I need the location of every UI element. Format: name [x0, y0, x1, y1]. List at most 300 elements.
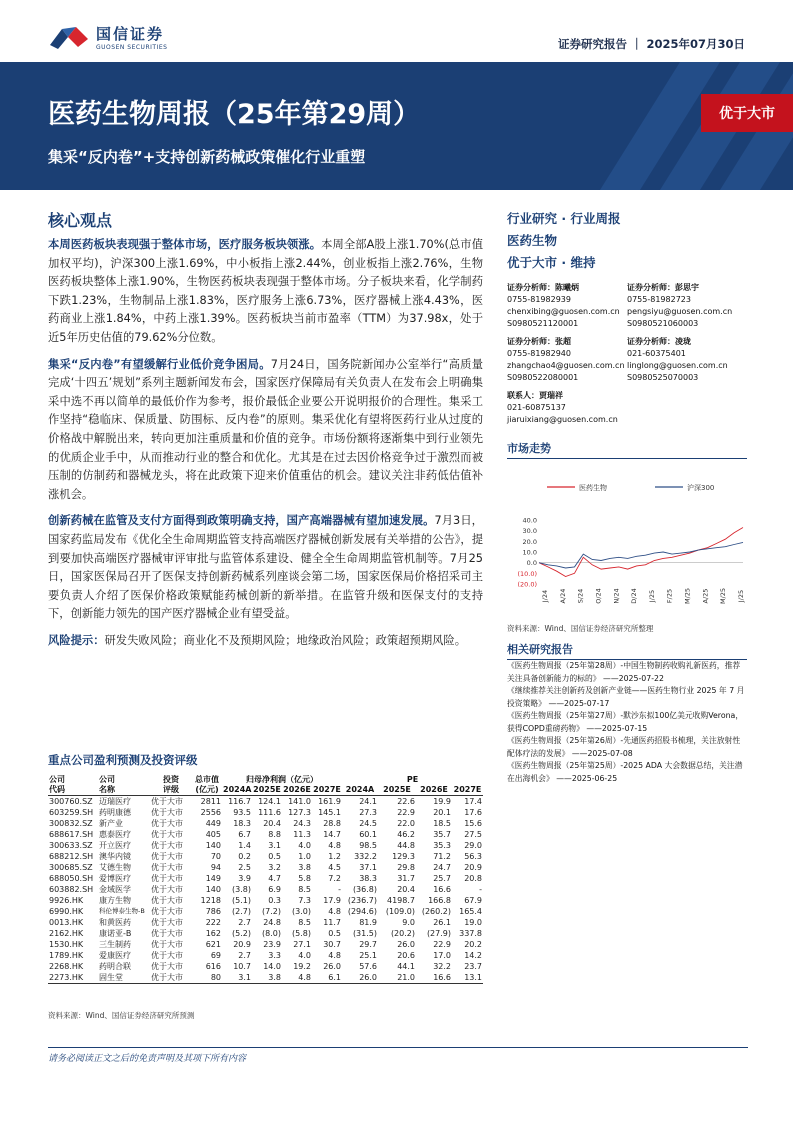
- table-cell: (5.8): [292, 929, 311, 938]
- table-cell: (36.8): [352, 885, 377, 894]
- table-row: [48, 873, 483, 884]
- table-cell: 57.6: [359, 962, 377, 971]
- table-cell: 80: [192, 972, 222, 984]
- x-tick-label: J/25: [737, 589, 745, 603]
- table-row: [48, 851, 483, 862]
- earnings-table: [48, 775, 483, 984]
- table-row: [48, 917, 483, 928]
- table-cell: 4.8: [328, 841, 341, 850]
- sector-label: 医药生物: [507, 233, 558, 248]
- table-cell: 1.0: [298, 852, 311, 861]
- table-cell: 优于大市: [151, 808, 183, 817]
- table-cell: (3.8): [232, 885, 251, 894]
- earnings-table-wrap: [48, 775, 483, 984]
- table-cell: 140: [205, 885, 221, 894]
- analyst-label: 证券分析师：: [627, 283, 675, 292]
- table-cell: 7.2: [328, 874, 341, 883]
- related-list: [507, 660, 747, 785]
- table-cell: 和黄医药: [99, 918, 131, 927]
- table-cell: 26.1: [433, 918, 451, 927]
- analyst-label: 证券分析师：: [507, 337, 555, 346]
- x-tick-label: M/25: [719, 587, 728, 605]
- y-tick-label: 40.0: [522, 516, 537, 525]
- table-cell: (294.6): [347, 907, 377, 916]
- table-cell: 1530.HK: [49, 940, 84, 949]
- table-cell: 20.9: [233, 940, 251, 949]
- header-cell: 评级: [150, 785, 192, 796]
- table-cell: 300633.SZ: [49, 841, 93, 850]
- header-cell: 总市值: [195, 775, 219, 784]
- header-cell: 2026E: [283, 785, 311, 794]
- table-cell: 22.6: [397, 797, 415, 806]
- table-cell: 35.3: [433, 841, 451, 850]
- y-tick-label: 30.0: [522, 527, 537, 536]
- table-cell: 6.9: [268, 885, 281, 894]
- risk-label: 风险提示：: [48, 633, 105, 647]
- table-cell: 10.7: [233, 962, 251, 971]
- table-cell: 26.0: [342, 972, 378, 984]
- series-line: [539, 542, 743, 568]
- table-cell: 29.8: [397, 863, 415, 872]
- table-cell: 94: [210, 863, 221, 872]
- table-cell: 优于大市: [151, 896, 183, 905]
- table-cell: (260.2): [421, 907, 451, 916]
- table-cell: 开立医疗: [99, 841, 131, 850]
- related-item[interactable]: 《医药生物周报（25年第28周）-中国生物制药收购礼新医药，推荐关注具备创新能力的标的》 ——2025-07-22: [507, 661, 741, 683]
- table-cell: 优于大市: [150, 972, 192, 984]
- table-cell: 4198.7: [387, 896, 415, 905]
- x-tick-label: O/24: [594, 588, 603, 604]
- table-cell: 2556: [200, 808, 221, 817]
- table-cell: 爱康医疗: [99, 951, 131, 960]
- table-cell: 1.4: [238, 841, 251, 850]
- table-source: 资料来源：Wind、国信证券经济研究所预测: [48, 1011, 195, 1020]
- table-cell: 20.9: [464, 863, 483, 872]
- analyst-phone: 0755-81982939: [507, 295, 571, 304]
- table-cell: 165.4: [459, 907, 483, 916]
- table-cell: 1218: [200, 896, 221, 905]
- table-cell: 17.4: [464, 797, 483, 806]
- paragraph-text: 7月3日，国家药监局发布《优化全生命周期监管支持高端医疗器械创新发展有关举措的公告》，提到要加快高端医疗器械审评审批与监管体系建设、健全全生命周期监管机制等。7月25日，国家医保局召开了医保支持创新药械系列座谈会第二场，国家医保局价格招采司主要负责人介绍了医保价格政策赋能药械创新的新举措。在监管升级和医保支付的支持下，创新能力领先的国产医疗器械企业有望受益。: [48, 514, 483, 621]
- header-cell: 投资: [163, 775, 179, 784]
- table-cell: 19.9: [433, 797, 451, 806]
- table-cell: 20.4: [397, 885, 415, 894]
- table-cell: 161.9: [318, 797, 341, 806]
- table-cell: 4.0: [298, 841, 311, 850]
- table-cell: 449: [205, 819, 221, 828]
- table-cell: 优于大市: [151, 874, 183, 883]
- table-cell: 迈瑞医疗: [99, 797, 131, 806]
- table-cell: 2162.HK: [49, 929, 84, 938]
- report-type-date: 证券研究报告 ｜ 2025年07月30日: [557, 37, 745, 51]
- table-cell: 24.8: [263, 918, 281, 927]
- table-cell: 25.1: [359, 951, 377, 960]
- y-tick-label: 10.0: [522, 548, 537, 557]
- table-cell: 24.3: [293, 819, 311, 828]
- table-cell: 优于大市: [151, 852, 183, 861]
- header-cell: 2026E: [416, 785, 452, 796]
- table-cell: 149: [205, 874, 221, 883]
- table-cell: (236.7): [347, 896, 377, 905]
- table-cell: (7.2): [262, 907, 281, 916]
- table-cell: 11.3: [293, 830, 311, 839]
- table-row: [48, 961, 483, 972]
- table-cell: 20.1: [433, 808, 451, 817]
- table-cell: 4.8: [282, 972, 312, 984]
- footer-divider: [48, 1047, 748, 1048]
- contact-name: 贾瑞祥: [539, 391, 563, 400]
- table-cell: 124.1: [258, 797, 281, 806]
- report-subtitle: 集采“反内卷”+支持创新药械政策催化行业重塑: [48, 148, 366, 166]
- table-cell: 5.8: [298, 874, 311, 883]
- table-cell: 35.7: [433, 830, 451, 839]
- table-cell: 爱博医疗: [99, 874, 131, 883]
- table-cell: 38.3: [359, 874, 377, 883]
- guosen-logo: [48, 22, 188, 54]
- table-cell: 26.0: [323, 962, 341, 971]
- table-cell: 4.0: [298, 951, 311, 960]
- table-cell: 8.8: [268, 830, 281, 839]
- contact-card: [507, 390, 747, 426]
- table-cell: 16.6: [433, 885, 451, 894]
- table-cell: -: [479, 885, 483, 894]
- table-row: [48, 939, 483, 950]
- table-cell: 14.2: [464, 951, 483, 960]
- table-cell: 32.2: [433, 962, 451, 971]
- market-heading: 市场走势: [507, 440, 747, 459]
- market-chart-svg: [507, 478, 747, 618]
- table-cell: (2.7): [232, 907, 251, 916]
- table-cell: 17.6: [464, 808, 483, 817]
- table-cell: 18.5: [433, 819, 451, 828]
- analyst-name: 凌珑: [675, 337, 691, 346]
- table-cell: 27.3: [359, 808, 377, 817]
- logo-en: GUOSEN SECURITIES: [96, 43, 168, 51]
- analyst-phone: 0755-81982940: [507, 349, 571, 358]
- table-cell: 222: [205, 918, 221, 927]
- rating-label: 优于大市 · 维持: [507, 255, 596, 270]
- table-cell: 0.2: [238, 852, 251, 861]
- table-row: [48, 950, 483, 961]
- table-row: [48, 928, 483, 939]
- header-cell: (亿元): [192, 785, 222, 796]
- table-cell: (5.2): [232, 929, 251, 938]
- table-cell: (109.0): [385, 907, 415, 916]
- legend-label: 沪深300: [687, 484, 715, 492]
- table-cell: 46.2: [397, 830, 415, 839]
- core-viewpoints: [48, 236, 483, 658]
- table-cell: 优于大市: [151, 951, 183, 960]
- paragraph-highlight: 创新药械在监管及支付方面得到政策明确支持，国产高端器械有望加速发展。: [48, 514, 435, 528]
- analyst-cert: S0980522080001: [507, 373, 579, 382]
- y-tick-label: (20.0): [517, 580, 537, 589]
- table-cell: (31.5): [352, 929, 377, 938]
- table-cell: 145.1: [318, 808, 341, 817]
- table-row: [48, 796, 483, 808]
- x-tick-label: A/24: [558, 588, 567, 604]
- table-cell: 15.6: [464, 819, 483, 828]
- table-cell: 69: [210, 951, 221, 960]
- table-cell: 688617.SH: [49, 830, 94, 839]
- table-cell: 优于大市: [151, 797, 183, 806]
- table-cell: 6990.HK: [49, 907, 84, 916]
- table-cell: 44.8: [397, 841, 415, 850]
- table-cell: 127.3: [288, 808, 311, 817]
- table-cell: 81.9: [359, 918, 377, 927]
- table-cell: 2268.HK: [49, 962, 84, 971]
- footer-disclaimer: 请务必阅读正文之后的免责声明及其项下所有内容: [48, 1054, 247, 1064]
- table-cell: 优于大市: [151, 863, 183, 872]
- table-cell: 康方生物: [99, 896, 131, 905]
- table-row: [48, 972, 483, 984]
- table-cell: 67.9: [464, 896, 483, 905]
- table-cell: 新产业: [99, 819, 123, 828]
- table-cell: 2.7: [238, 918, 251, 927]
- table-row: [48, 840, 483, 851]
- earnings-table-body: [48, 796, 483, 984]
- table-cell: 71.2: [433, 852, 451, 861]
- y-tick-label: 20.0: [522, 537, 537, 546]
- table-cell: 7.3: [298, 896, 311, 905]
- analyst-cert: S0980521060003: [627, 319, 699, 328]
- x-tick-label: D/24: [630, 588, 639, 604]
- table-cell: 17.9: [323, 896, 341, 905]
- table-cell: 4.8: [328, 907, 341, 916]
- table-cell: 3.2: [268, 863, 281, 872]
- chart-source: 资料来源：Wind、国信证券经济研究所整理: [507, 624, 654, 633]
- table-cell: 9926.HK: [49, 896, 84, 905]
- header-cell: 2024A: [223, 785, 252, 794]
- table-cell: 24.1: [359, 797, 377, 806]
- table-cell: 9.0: [402, 918, 415, 927]
- core-heading: 核心观点: [48, 211, 113, 230]
- analyst-email[interactable]: linglong@guosen.com.cn: [627, 361, 728, 370]
- title-banner: [0, 62, 793, 190]
- related-item[interactable]: 《医药生物周报（25年第27周）-默沙东拟100亿美元收购Verona，获得COPD重磅药物》 ——2025-07-15: [507, 711, 744, 733]
- table-cell: 2.5: [238, 863, 251, 872]
- table-row: [48, 829, 483, 840]
- analyst-label: 证券分析师：: [627, 337, 675, 346]
- table-cell: 98.5: [359, 841, 377, 850]
- table-cell: 20.6: [397, 951, 415, 960]
- table-cell: 300685.SZ: [49, 863, 93, 872]
- related-item[interactable]: 《继续推荐关注创新药及创新产业链——医药生物行业 2025 年 7 月投资策略》 ——2025-07-17: [507, 686, 745, 708]
- analyst-card: [507, 282, 627, 330]
- header-cell: 2027E: [313, 785, 341, 794]
- table-cell: 2.7: [238, 951, 251, 960]
- table-cell: 70: [210, 852, 221, 861]
- table-cell: 29.0: [464, 841, 483, 850]
- table-cell: 44.1: [397, 962, 415, 971]
- risk-text: 研发失败风险；商业化不及预期风险；地缘政治风险；政策超预期风险。: [104, 633, 467, 647]
- table-cell: 4.7: [268, 874, 281, 883]
- table-cell: 优于大市: [151, 929, 183, 938]
- table-cell: 14.7: [323, 830, 341, 839]
- paragraph-text: 7月24日，国务院新闻办公室举行“高质量完成‘十四五’规划”系列主题新闻发布会，国家医疗保障局有关负责人在发布会上明确集采中选不再以简单的最低价作为参考，报价最低企业要公开说明报价的合理性。集采工作坚持“稳临床、保质量、防围标、反内卷”的原则。集采优化有望将医药行业从过度的价格战中解脱出来，转向更加注重质量和价值的竞争。市场份额将逐渐集中到行业领先的优质企业手中，从而推动行业的整合和优化。尤其是在过去因价格竞争过于激烈而被压制的仿制药和器械龙头，将在此政策下迎来价值重估的机会。建议关注非药低估值补涨机会。: [48, 357, 483, 501]
- analyst-phone: 0755-81982723: [627, 295, 691, 304]
- analyst-card: [507, 336, 627, 384]
- table-cell: 0013.HK: [49, 918, 84, 927]
- paragraph-highlight: 本周医药板块表现强于整体市场，医疗服务板块领涨。: [48, 238, 322, 251]
- y-tick-label: 0.0: [526, 559, 537, 568]
- series-line: [539, 528, 743, 577]
- table-row: [48, 906, 483, 917]
- table-cell: 37.1: [359, 863, 377, 872]
- table-cell: 药明康德: [99, 808, 131, 817]
- table-cell: 24.5: [359, 819, 377, 828]
- table-cell: 300760.SZ: [49, 797, 93, 806]
- contact-email[interactable]: jiaruixiang@guosen.com.cn: [507, 415, 618, 424]
- table-cell: 28.8: [323, 819, 341, 828]
- table-cell: 60.1: [359, 830, 377, 839]
- table-cell: 1.2: [328, 852, 341, 861]
- legend-label: 医药生物: [579, 484, 607, 492]
- table-cell: 26.0: [397, 940, 415, 949]
- table-cell: 688050.SH: [49, 874, 94, 883]
- table-cell: 162: [205, 929, 221, 938]
- analyst-email[interactable]: chenxibing@guosen.com.cn: [507, 307, 620, 316]
- table-cell: 27.1: [293, 940, 311, 949]
- table-cell: 6.1: [312, 972, 342, 984]
- core-paragraph: [48, 236, 483, 348]
- header-cell: PE: [406, 775, 419, 784]
- x-tick-label: J/25: [647, 589, 656, 603]
- table-cell: 科伦博泰生物-B: [99, 907, 145, 915]
- analyst-name: 张超: [555, 337, 571, 346]
- table-cell: 优于大市: [151, 907, 183, 916]
- table-cell: 0.5: [328, 929, 341, 938]
- table-cell: 24.7: [433, 863, 451, 872]
- table-cell: 22.9: [397, 808, 415, 817]
- table-cell: 616: [205, 962, 221, 971]
- risk-paragraph: [48, 632, 483, 651]
- x-tick-label: N/24: [612, 588, 621, 604]
- header-cell: 2024A: [342, 785, 378, 796]
- related-item[interactable]: 《医药生物周报（25年第25周）-2025 ADA 大会数据总结，关注潜在出海机会》 ——2025-06-25: [507, 761, 743, 783]
- table-cell: 405: [205, 830, 221, 839]
- table-header-row: [48, 785, 483, 796]
- guosen-logo-icon: [48, 23, 90, 53]
- table-cell: 药明合联: [99, 962, 131, 971]
- header-cell: 名称: [98, 785, 150, 796]
- table-cell: (27.9): [426, 929, 451, 938]
- table-cell: 23.9: [263, 940, 281, 949]
- table-cell: 0.3: [268, 896, 281, 905]
- paragraph-highlight: 集采“反内卷”有望缓解行业低价竞争困局。: [48, 357, 271, 371]
- analyst-cert: S0980521120001: [507, 319, 579, 328]
- x-tick-label: F/25: [665, 588, 674, 604]
- table-cell: 603882.SH: [49, 885, 94, 894]
- report-title: 医药生物周报（25年第29周）: [48, 99, 421, 130]
- table-cell: 56.3: [464, 852, 483, 861]
- analyst-email[interactable]: pengsiyu@guosen.com.cn: [627, 307, 733, 316]
- header-cell: 归母净利润（亿元）: [246, 775, 318, 784]
- table-cell: 27.5: [464, 830, 483, 839]
- rating-tag: 优于大市: [701, 94, 793, 132]
- table-cell: 固生堂: [98, 972, 150, 984]
- table-cell: 688212.SH: [49, 852, 94, 861]
- table-cell: 18.3: [233, 819, 251, 828]
- analyst-card: [627, 336, 747, 384]
- x-tick-label: S/24: [576, 588, 585, 604]
- table-cell: 金域医学: [99, 885, 131, 894]
- table-cell: 19.0: [464, 918, 483, 927]
- table-cell: 141.0: [288, 797, 311, 806]
- table-cell: 22.9: [433, 940, 451, 949]
- table-cell: 6.7: [238, 830, 251, 839]
- table-cell: 康诺亚-B: [99, 929, 132, 938]
- table-cell: 16.6: [416, 972, 452, 984]
- analyst-cert: S0980525070003: [627, 373, 699, 382]
- header-cell: 2025E: [378, 785, 416, 796]
- table-cell: 21.0: [378, 972, 416, 984]
- analyst-email[interactable]: zhangchao4@guosen.com.cn: [507, 361, 625, 370]
- table-cell: 8.5: [298, 885, 311, 894]
- table-cell: 3.1: [222, 972, 252, 984]
- related-item[interactable]: 《医药生物周报（25年第26周）-先通医药招股书梳理，关注放射性配体疗法的发展》 ——2025-07-08: [507, 736, 741, 758]
- table-cell: 300832.SZ: [49, 819, 93, 828]
- table-cell: 4.5: [328, 863, 341, 872]
- table-cell: 3.8: [298, 863, 311, 872]
- table-cell: 优于大市: [151, 830, 183, 839]
- x-tick-label: M/25: [683, 587, 692, 605]
- table-cell: 111.6: [258, 808, 281, 817]
- header-cell: 公司: [49, 775, 65, 784]
- table-cell: 0.5: [268, 852, 281, 861]
- table-cell: 166.8: [428, 896, 451, 905]
- table-cell: 19.2: [293, 962, 311, 971]
- table-cell: 93.5: [233, 808, 251, 817]
- industry-label: 行业研究 · 行业周报: [507, 211, 621, 226]
- table-cell: 22.0: [397, 819, 415, 828]
- x-tick-label: J/24: [541, 589, 549, 603]
- table-cell: 20.2: [464, 940, 483, 949]
- table-cell: 4.8: [328, 951, 341, 960]
- table-cell: 优于大市: [151, 918, 183, 927]
- table-cell: 3.3: [268, 951, 281, 960]
- table-cell: 29.7: [359, 940, 377, 949]
- header-cell: 2027E: [453, 785, 482, 794]
- header-cell: 2025E: [253, 785, 281, 794]
- x-tick-label: A/25: [701, 588, 710, 604]
- paragraph-text: 本周全部A股上涨1.70%(总市值加权平均)，沪深300上涨1.69%，中小板指上涨2.44%，创业板指上涨2.76%，生物医药板块整体上涨1.90%，生物医药板块表现强于整体市场。分子板块来看，化学制药下跌1.23%，生物制品上涨1.83%，医疗服务上涨6.73%，医疗器械上涨4.43%，医药商业上涨1.84%，中药上涨1.39%。医药板块当前市盈率（TTM）为37.98x，处于近5年历史估值的79.62%分位数。: [48, 238, 483, 344]
- analyst-name: 彭思宇: [675, 283, 699, 292]
- table-cell: 20.4: [263, 819, 281, 828]
- top-bar: [0, 0, 793, 62]
- table-cell: 23.7: [464, 962, 483, 971]
- table-cell: 11.7: [323, 918, 341, 927]
- table-header-row: [48, 775, 483, 785]
- header-cell: 公司: [99, 775, 115, 784]
- table-row: [48, 895, 483, 906]
- table-cell: 优于大市: [151, 841, 183, 850]
- table-row: [48, 807, 483, 818]
- table-cell: 25.7: [433, 874, 451, 883]
- table-cell: 8.5: [298, 918, 311, 927]
- table-cell: 20.8: [464, 874, 483, 883]
- analyst-card: [627, 282, 747, 330]
- earnings-heading: 重点公司盈利预测及投资评级: [48, 753, 198, 767]
- table-cell: 3.8: [252, 972, 282, 984]
- table-cell: 116.7: [228, 797, 251, 806]
- table-cell: 优于大市: [151, 885, 183, 894]
- table-cell: 1789.HK: [49, 951, 84, 960]
- table-cell: (20.2): [390, 929, 415, 938]
- logo-cn: 国信证券: [96, 24, 165, 43]
- table-cell: 621: [205, 940, 221, 949]
- table-cell: 17.0: [433, 951, 451, 960]
- core-paragraph: [48, 356, 483, 505]
